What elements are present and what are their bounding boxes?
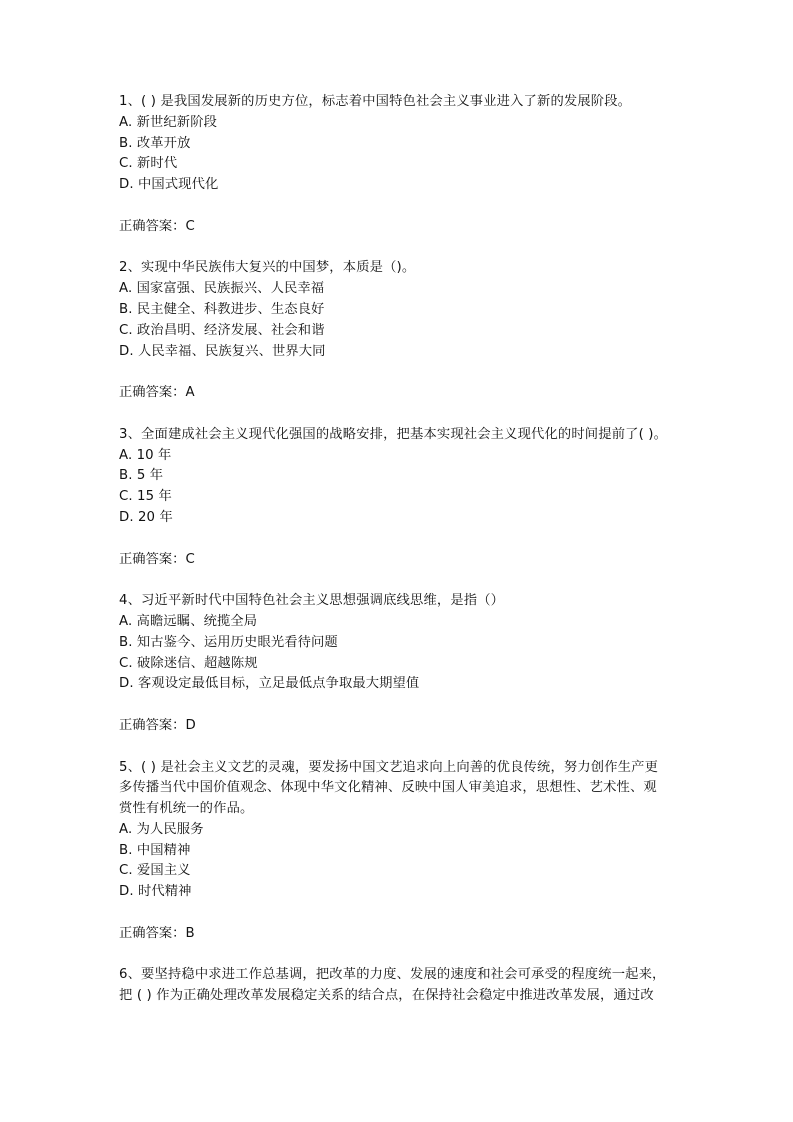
question-4-text: 4、习近平新时代中国特色社会主义思想强调底线思维，是指（） (119, 593, 505, 609)
question-4-option-a: A. 高瞻远瞩、统揽全局 (119, 613, 258, 629)
question-2-option-a: A. 国家富强、民族振兴、人民幸福 (119, 281, 325, 297)
question-5 (119, 758, 679, 966)
question-3-option-a: A. 10 年 (119, 447, 172, 463)
question-5-option-c: C. 爱国主义 (119, 863, 191, 879)
spacer (119, 570, 679, 591)
question-1-option-a: A. 新世纪新阶段 (119, 114, 217, 130)
spacer (119, 903, 679, 924)
question-1-text: 1、( ) 是我国发展新的历史方位，标志着中国特色社会主义事业进入了新的发展阶段。 (119, 94, 632, 109)
question-3-option-b: B. 5 年 (119, 468, 164, 484)
spacer (119, 362, 679, 383)
question-6 (119, 965, 679, 1007)
question-2-option-d: D. 人民幸福、民族复兴、世界大同 (119, 343, 326, 359)
question-2-text: 2、实现中华民族伟大复兴的中国梦，本质是（)。 (119, 260, 416, 276)
spacer (119, 529, 679, 550)
spacer (119, 945, 679, 966)
question-2-answer: 正确答案：A (119, 385, 195, 401)
question-5-text-line-2: 多传播当代中国价值观念、体现中华文化精神、反映中国人审美追求，思想性、艺术性、观 (119, 780, 657, 796)
question-3-option-d: D. 20 年 (119, 509, 173, 525)
spacer (119, 238, 679, 259)
question-4-option-b: B. 知古鉴今、运用历史眼光看待问题 (119, 634, 338, 650)
question-2-option-b: B. 民主健全、科教进步、生态良好 (119, 301, 325, 317)
question-5-option-d: D. 时代精神 (119, 884, 192, 900)
question-4-option-d: D. 客观设定最低目标，立足最低点争取最大期望值 (119, 676, 420, 692)
spacer (119, 737, 679, 758)
spacer (119, 695, 679, 716)
question-3-answer: 正确答案：C (119, 551, 195, 567)
spacer (119, 196, 679, 217)
question-5-answer: 正确答案：B (119, 925, 195, 941)
question-2 (119, 258, 679, 424)
question-4-option-c: C. 破除迷信、超越陈规 (119, 655, 258, 671)
question-4-answer: 正确答案：D (119, 717, 196, 733)
question-3-option-c: C. 15 年 (119, 489, 172, 505)
question-1-answer: 正确答案：C (119, 218, 195, 234)
question-3 (119, 425, 679, 591)
question-5-text-line-3: 赏性有机统一的作品。 (119, 801, 254, 817)
question-5-option-b: B. 中国精神 (119, 842, 191, 858)
question-5-option-a: A. 为人民服务 (119, 821, 204, 837)
question-6-text-line-2: 把 ( ) 作为正确处理改革发展稳定关系的结合点，在保持社会稳定中推进改革发展，通过改 (119, 988, 654, 1004)
question-3-text: 3、全面建成社会主义现代化强国的战略安排，把基本实现社会主义现代化的时间提前了( )。 (119, 426, 668, 442)
question-2-option-c: C. 政治昌明、经济发展、社会和谐 (119, 322, 325, 338)
spacer (119, 404, 679, 425)
question-1-option-b: B. 改革开放 (119, 135, 191, 151)
question-4 (119, 591, 679, 757)
question-6-text-line-1: 6、要坚持稳中求进工作总基调，把改革的力度、发展的速度和社会可承受的程度统一起来， (119, 967, 666, 983)
question-1 (119, 92, 679, 258)
question-1-option-d: D. 中国式现代化 (119, 177, 219, 193)
question-5-text-line-1: 5、( ) 是社会主义文艺的灵魂，要发扬中国文艺追求向上向善的优良传统，努力创作生产更 (119, 759, 659, 775)
question-list (119, 92, 679, 1007)
question-1-option-c: C. 新时代 (119, 156, 178, 172)
